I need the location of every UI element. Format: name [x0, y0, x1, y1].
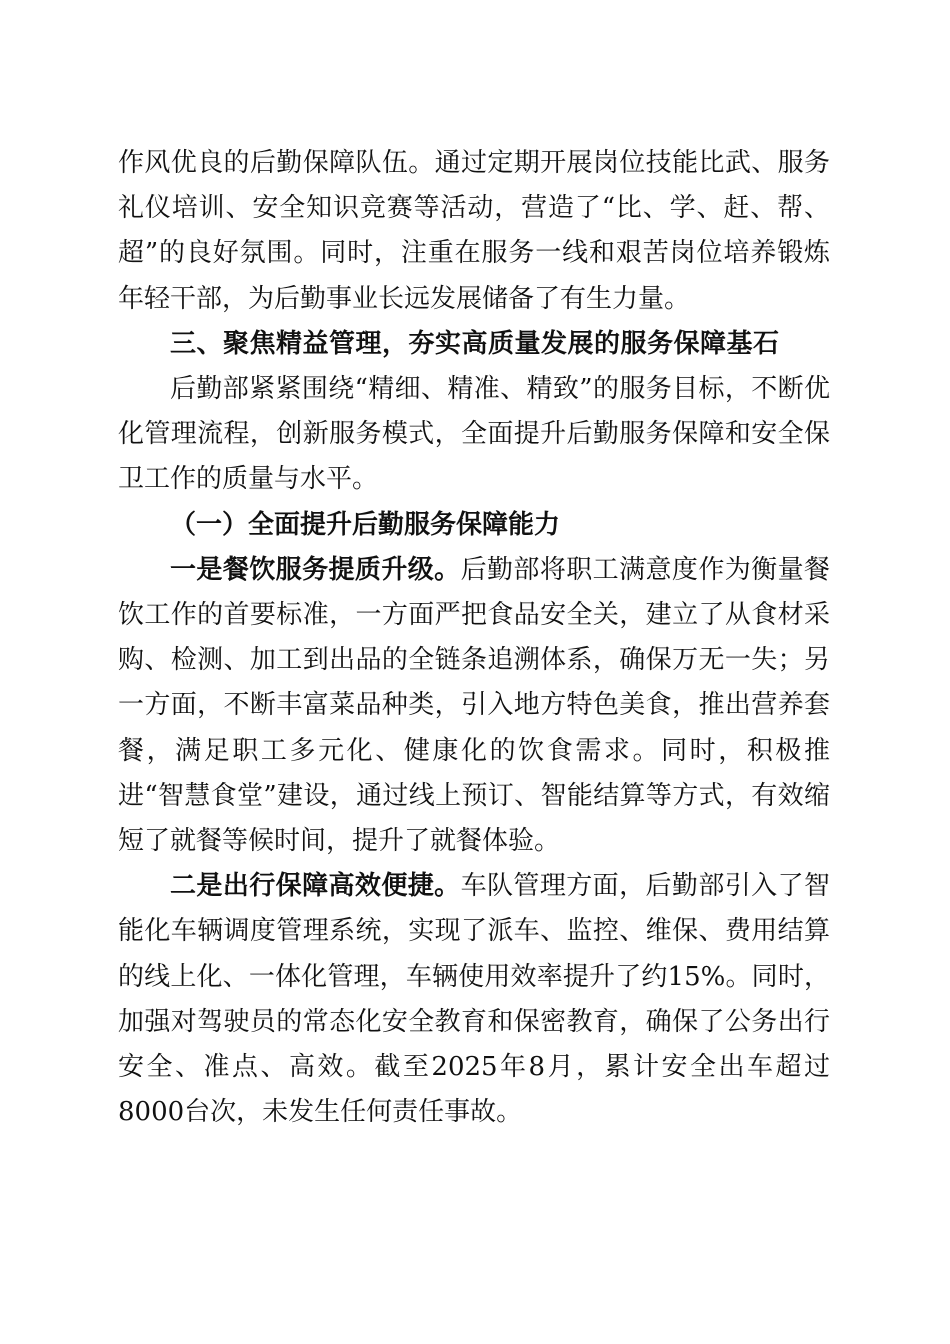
subsection-heading-1: （一）全面提升后勤服务保障能力 — [170, 509, 561, 540]
catering-body: 后勤部将职工满意度作为衡量餐饮工作的首要标准，一方面严把食品安全关，建立了从食材采购、检测、加工到出品的全链条追溯体系，确保万无一失；另一方面，不断丰富菜品种类，引入地方特色美食，推出营养套餐，满足职工多元化、健康化的饮食需求。同时，积极推进“智慧食堂”建设，通过线上预订、智能结算等方式，有效缩短了就餐等候时间，提升了就餐体验。 — [118, 554, 830, 857]
paragraph-catering — [118, 548, 830, 864]
section-heading-3: 三、聚焦精益管理，夯实高质量发展的服务保障基石 — [170, 328, 780, 359]
paragraph-team-building: 作风优良的后勤保障队伍。通过定期开展岗位技能比武、服务礼仪培训、安全知识竞赛等活动，营造了“比、学、赶、帮、超”的良好氛围。同时，注重在服务一线和艰苦岗位培养锻炼年轻干部，为后勤事业长远发展储备了有生力量。 — [118, 148, 830, 314]
transport-lead: 二是出行保障高效便捷。 — [170, 871, 461, 902]
paragraph-section-intro: 后勤部紧紧围绕“精细、精准、精致”的服务目标，不断优化管理流程，创新服务模式，全面提升后勤服务保障和安全保卫工作的质量与水平。 — [118, 374, 830, 495]
transport-body: 车队管理方面，后勤部引入了智能化车辆调度管理系统，实现了派车、监控、维保、费用结算的线上化、一体化管理，车辆使用效率提升了约15%。同时，加强对驾驶员的常态化安全教育和保密教育，确保了公务出行安全、准点、高效。截至2025年8月，累计安全出车超过8000台次，未发生任何责任事故。 — [118, 871, 830, 1128]
paragraph-transport — [118, 864, 830, 1135]
catering-lead: 一是餐饮服务提质升级。 — [170, 554, 461, 585]
document-body — [118, 141, 830, 1135]
